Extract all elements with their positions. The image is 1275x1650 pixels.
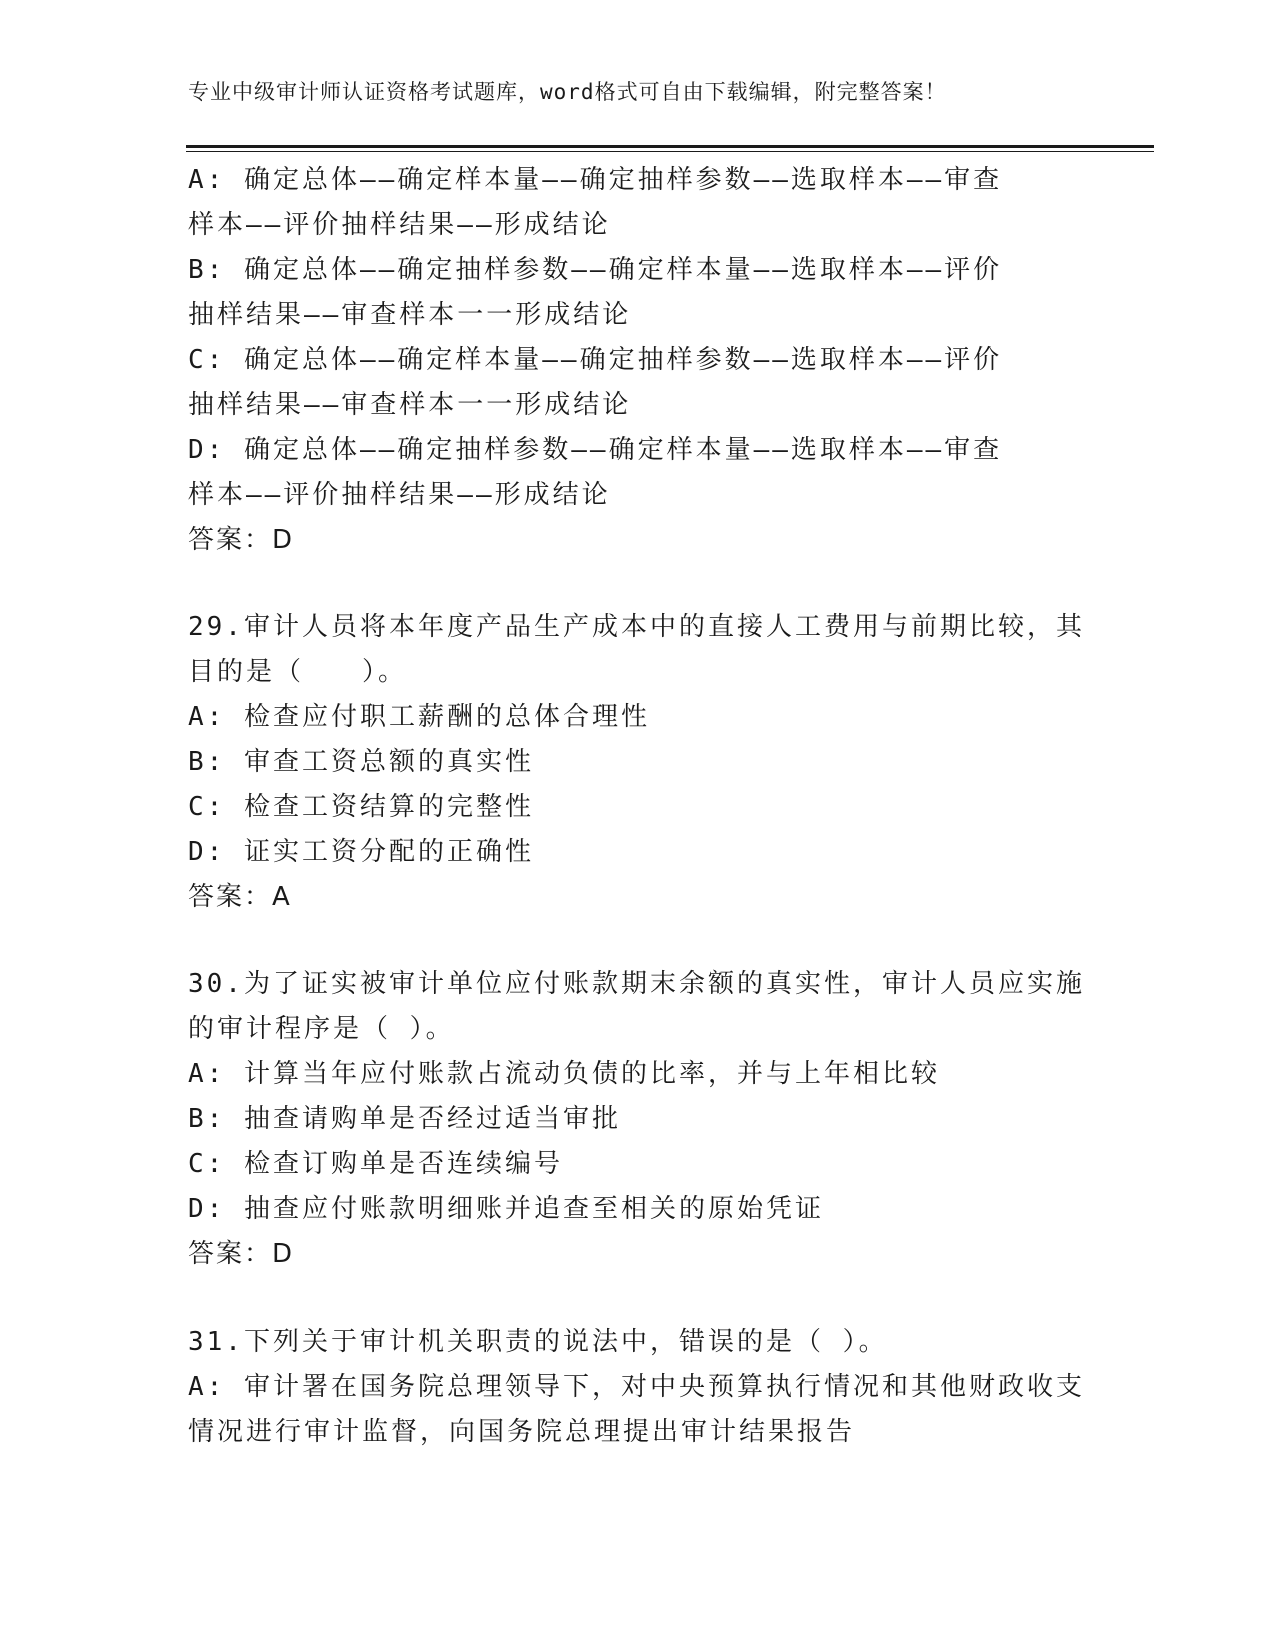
spacer xyxy=(188,920,1078,962)
spacer xyxy=(188,1277,1078,1320)
answer-30: 答案：D xyxy=(188,1239,295,1269)
question-30-stem-line-1: 30.为了证实被审计单位应付账款期末余额的真实性，审计人员应实施 xyxy=(188,969,1085,999)
option-c-line-1: C: 确定总体——确定样本量——确定抽样参数——选取样本——评价 xyxy=(188,345,1003,375)
question-29 xyxy=(188,605,1085,920)
question-30-option-d: D: 抽查应付账款明细账并追查至相关的原始凭证 xyxy=(188,1194,824,1224)
document-body xyxy=(188,158,1085,1455)
option-b-line-1: B: 确定总体——确定抽样参数——确定样本量——选取样本——评价 xyxy=(188,255,1003,285)
header-rule-thick xyxy=(186,145,1154,148)
question-31-stem: 31.下列关于审计机关职责的说法中，错误的是（ ）。 xyxy=(188,1327,888,1357)
question-31-option-a-line-1: A: 审计署在国务院总理领导下，对中央预算执行情况和其他财政收支 xyxy=(188,1372,1085,1402)
spacer xyxy=(188,563,1078,605)
header-rule-thin xyxy=(186,151,1154,152)
page-header: 专业中级审计师认证资格考试题库，word格式可自由下载编辑，附完整答案！ xyxy=(188,80,947,104)
option-a-line-1: A: 确定总体——确定样本量——确定抽样参数——选取样本——审查 xyxy=(188,165,1003,195)
option-a-line-2: 样本——评价抽样结果——形成结论 xyxy=(188,210,611,240)
question-30-option-c: C: 检查订购单是否连续编号 xyxy=(188,1149,563,1179)
question-29-option-a: A: 检查应付职工薪酬的总体合理性 xyxy=(188,702,650,732)
question-30-option-b: B: 抽查请购单是否经过适当审批 xyxy=(188,1104,621,1134)
question-29-stem-line-1: 29.审计人员将本年度产品生产成本中的直接人工费用与前期比较，其 xyxy=(188,612,1085,642)
question-29-option-d: D: 证实工资分配的正确性 xyxy=(188,837,534,867)
answer-28: 答案：D xyxy=(188,525,295,555)
question-29-stem-line-2: 目的是（ ）。 xyxy=(188,657,408,687)
option-b-line-2: 抽样结果——审查样本一一形成结论 xyxy=(188,300,632,330)
question-30-stem-line-2: 的审计程序是（ ）。 xyxy=(188,1014,455,1044)
option-d-line-1: D: 确定总体——确定抽样参数——确定样本量——选取样本——审查 xyxy=(188,435,1003,465)
question-30 xyxy=(188,962,1085,1277)
question-31 xyxy=(188,1320,1085,1455)
question-29-option-c: C: 检查工资结算的完整性 xyxy=(188,792,534,822)
option-c-line-2: 抽样结果——审查样本一一形成结论 xyxy=(188,390,632,420)
answer-29: 答案：A xyxy=(188,882,292,912)
option-d-line-2: 样本——评价抽样结果——形成结论 xyxy=(188,480,611,510)
question-31-option-a-line-2: 情况进行审计监督，向国务院总理提出审计结果报告 xyxy=(188,1417,856,1447)
question-30-option-a: A: 计算当年应付账款占流动负债的比率，并与上年相比较 xyxy=(188,1059,940,1089)
question-29-option-b: B: 审查工资总额的真实性 xyxy=(188,747,534,777)
question-28-options xyxy=(188,158,1078,563)
